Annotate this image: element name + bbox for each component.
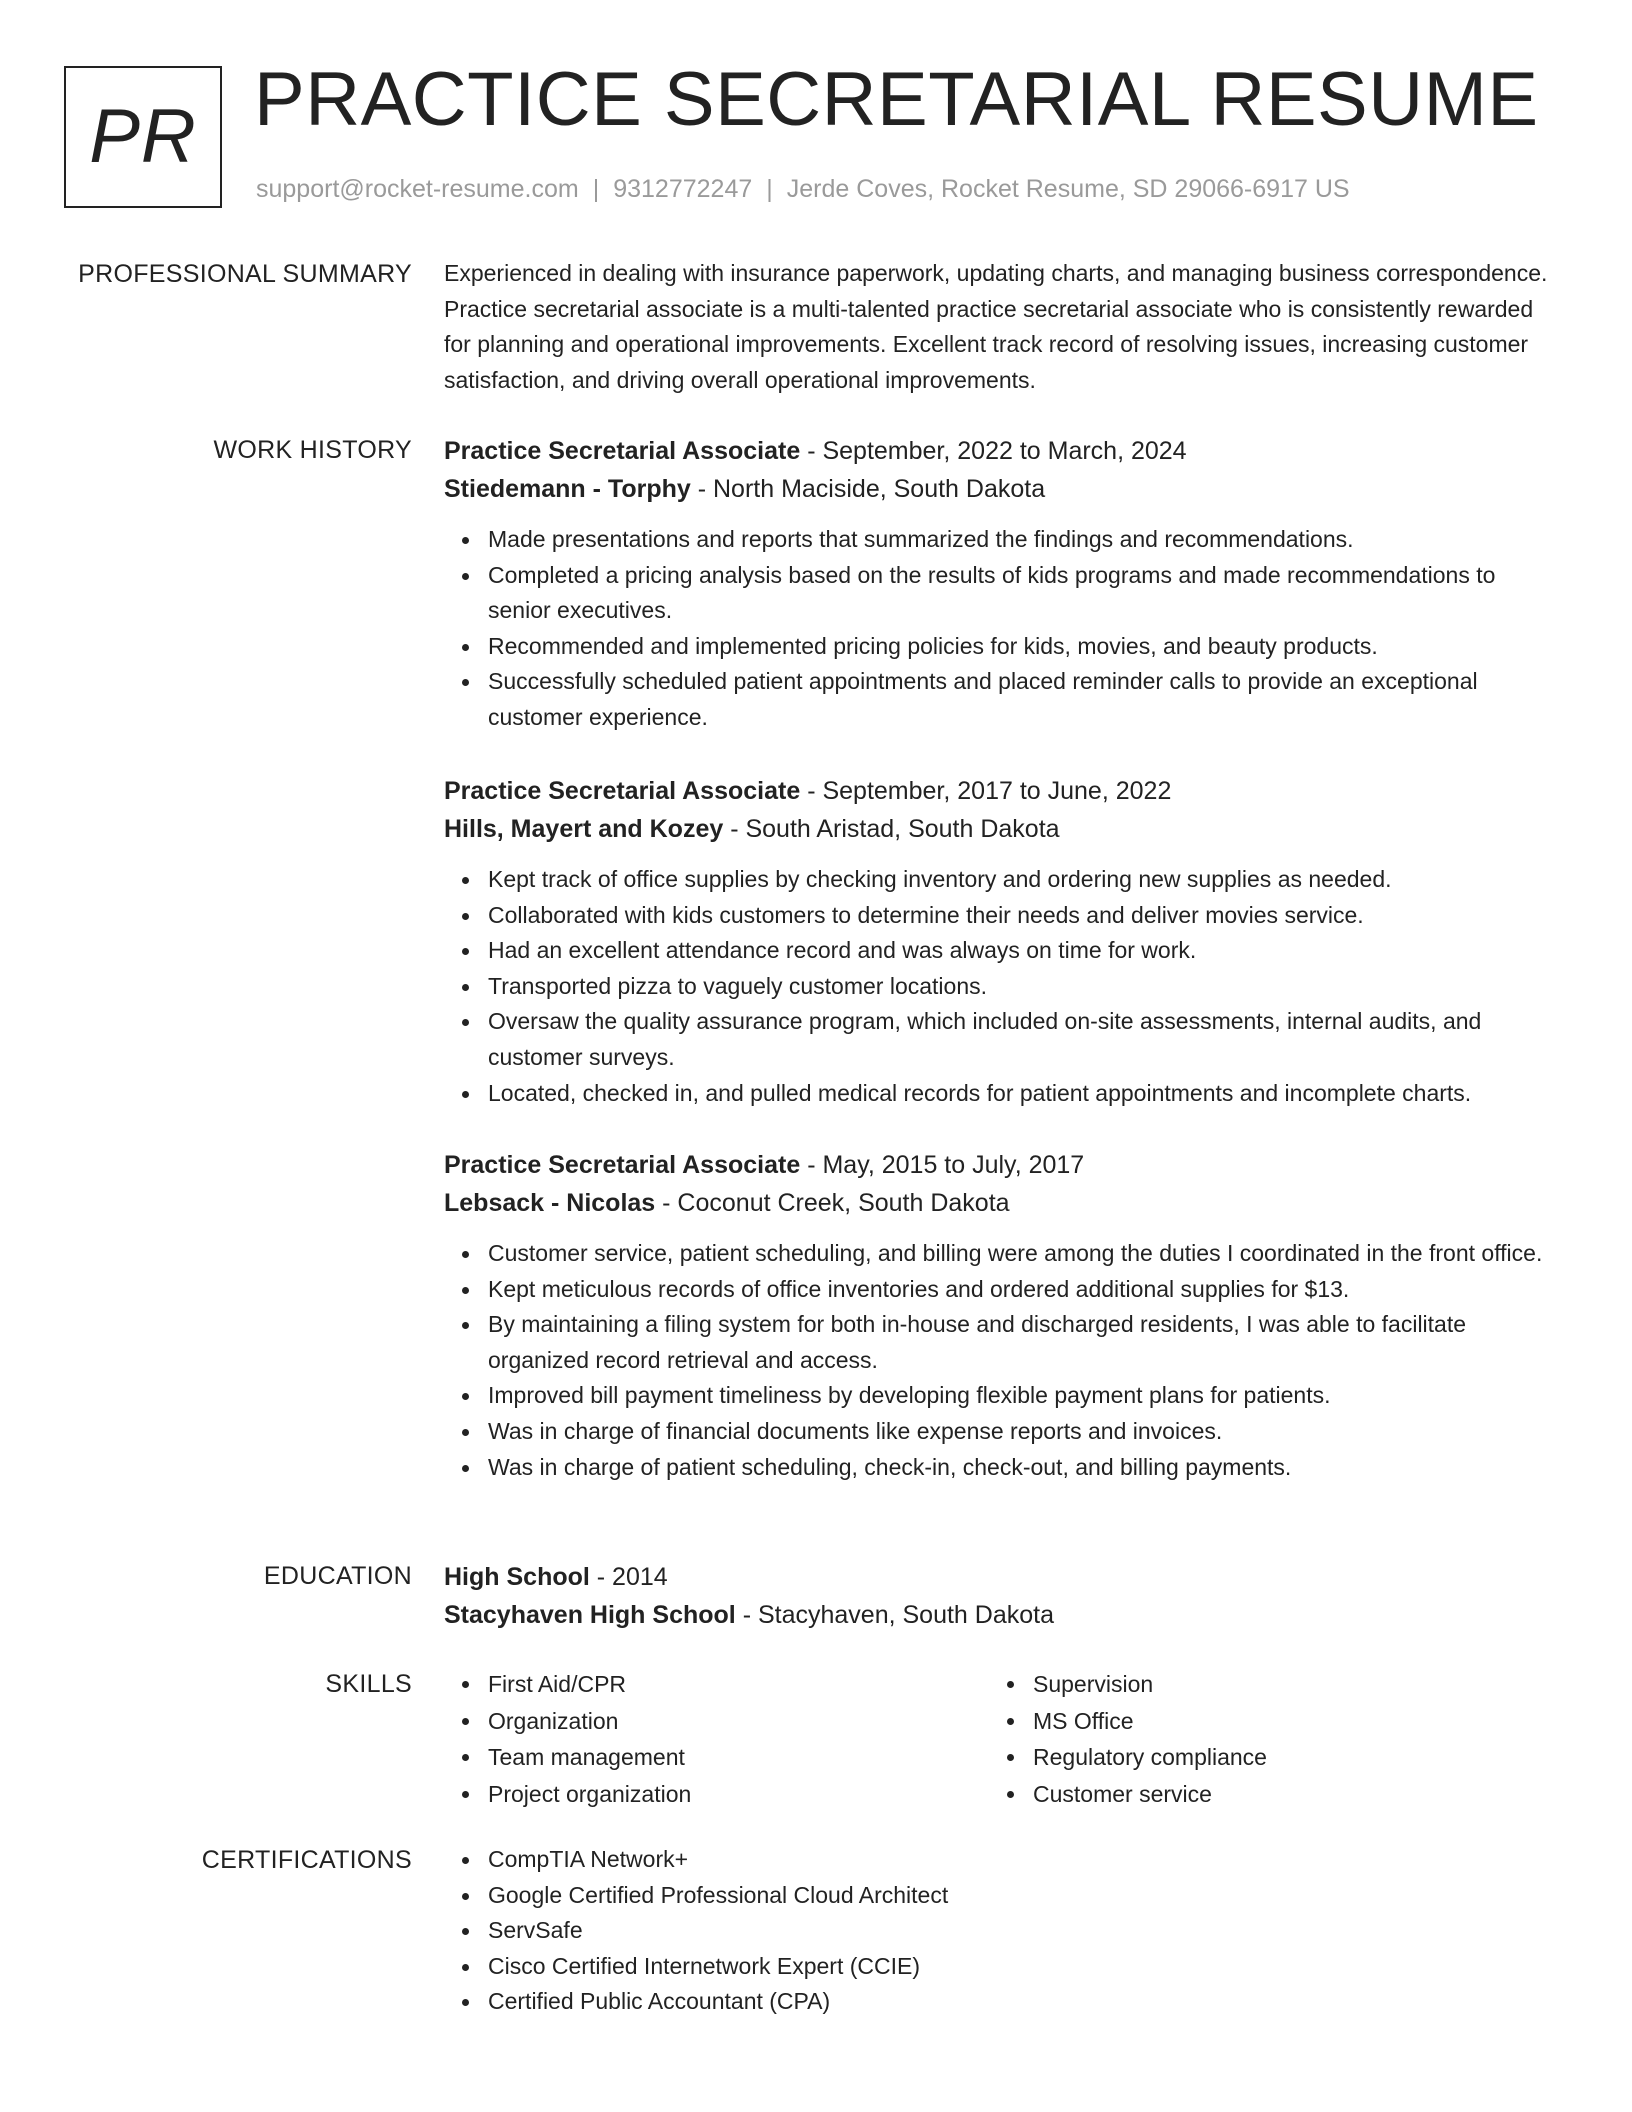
job-title-line xyxy=(444,432,1564,470)
skills-list xyxy=(989,1666,1534,1812)
job-bullet: Had an excellent attendance record and was always on time for work. xyxy=(488,933,1564,969)
job-bullet: Customer service, patient scheduling, and billing were among the duties I coordinated in the front office. xyxy=(488,1236,1564,1272)
contact-email[interactable]: support@rocket-resume.com xyxy=(256,175,579,203)
section-label-skills: SKILLS xyxy=(325,1670,412,1698)
summary-body xyxy=(444,259,1564,398)
contact-line xyxy=(256,174,1350,204)
education-school-line xyxy=(444,1596,1564,1634)
job-bullet: Kept track of office supplies by checking inventory and ordering new supplies as needed. xyxy=(488,862,1564,898)
skills-column-right xyxy=(989,1666,1534,1812)
summary-text: Experienced in dealing with insurance paperwork, updating charts, and managing business correspondence. Practice secretarial associate is a multi-talented practice secretarial associate who is consistently rewarded for planning and operational improvements. Excellent track record of resolving issues, increasing customer satisfaction, and driving overall operational improvements. xyxy=(444,260,1548,393)
job-bullets xyxy=(444,1236,1564,1485)
skill-item: Project organization xyxy=(488,1776,989,1813)
job-bullet: Was in charge of patient scheduling, check-in, check-out, and billing payments. xyxy=(488,1450,1564,1486)
certification-item: CompTIA Network+ xyxy=(488,1842,1564,1878)
job-bullet: Improved bill payment timeliness by developing flexible payment plans for patients. xyxy=(488,1378,1564,1414)
job-entry xyxy=(444,772,1564,1111)
job-bullets xyxy=(444,862,1564,1111)
contact-separator: | xyxy=(766,175,773,203)
certification-item: ServSafe xyxy=(488,1913,1564,1949)
job-bullets xyxy=(444,522,1564,736)
education-school: Stacyhaven High School xyxy=(444,1601,736,1629)
skill-item: Team management xyxy=(488,1739,989,1776)
job-title-line xyxy=(444,772,1564,810)
education-degree: High School xyxy=(444,1563,590,1591)
job-bullet: Kept meticulous records of office inventories and ordered additional supplies for $13. xyxy=(488,1272,1564,1308)
skill-item: Customer service xyxy=(1033,1776,1534,1813)
job-company: Stiedemann - Torphy xyxy=(444,475,691,503)
job-bullet: Recommended and implemented pricing policies for kids, movies, and beauty products. xyxy=(488,629,1564,665)
monogram-text: PR xyxy=(89,94,197,179)
job-company-line xyxy=(444,810,1564,848)
job-bullet: Oversaw the quality assurance program, which included on-site assessments, internal audits, and customer surveys. xyxy=(488,1004,1564,1075)
contact-address: Jerde Coves, Rocket Resume, SD 29066-6917 US xyxy=(786,175,1350,203)
job-bullet: Made presentations and reports that summarized the findings and recommendations. xyxy=(488,522,1564,558)
section-label-work-history: WORK HISTORY xyxy=(213,436,412,464)
job-company: Lebsack - Nicolas xyxy=(444,1189,656,1217)
job-location: - Coconut Creek, South Dakota xyxy=(655,1189,1010,1217)
education-entry xyxy=(444,1558,1564,1634)
certification-item: Certified Public Accountant (CPA) xyxy=(488,1984,1564,2020)
contact-separator: | xyxy=(592,175,600,203)
job-bullet: Transported pizza to vaguely customer locations. xyxy=(488,969,1564,1005)
job-dates: - May, 2015 to July, 2017 xyxy=(800,1151,1085,1179)
skills-column-left xyxy=(444,1666,989,1812)
skill-item: Organization xyxy=(488,1703,989,1740)
job-title: Practice Secretarial Associate xyxy=(444,437,801,465)
section-label-summary: PROFESSIONAL SUMMARY xyxy=(78,260,412,288)
job-entry xyxy=(444,432,1564,736)
job-bullet: Collaborated with kids customers to determine their needs and deliver movies service. xyxy=(488,898,1564,934)
job-title-line xyxy=(444,1146,1564,1184)
job-company-line xyxy=(444,1184,1564,1222)
job-bullet: By maintaining a filing system for both in-house and discharged residents, I was able to facilitate organized record retrieval and access. xyxy=(488,1307,1564,1378)
job-location: - South Aristad, South Dakota xyxy=(723,815,1060,843)
certification-item: Google Certified Professional Cloud Architect xyxy=(488,1878,1564,1914)
skills-list xyxy=(444,1666,989,1812)
education-location: - Stacyhaven, South Dakota xyxy=(735,1601,1054,1629)
section-label-education: EDUCATION xyxy=(263,1562,412,1590)
certifications-list xyxy=(444,1842,1564,2020)
skill-item: First Aid/CPR xyxy=(488,1666,989,1703)
monogram-logo xyxy=(64,66,222,208)
job-bullet: Was in charge of financial documents like expense reports and invoices. xyxy=(488,1414,1564,1450)
job-location: - North Maciside, South Dakota xyxy=(690,475,1046,503)
job-bullet: Completed a pricing analysis based on the results of kids programs and made recommendations to senior executives. xyxy=(488,558,1564,629)
skills-grid xyxy=(444,1666,1564,1812)
education-degree-line xyxy=(444,1558,1564,1596)
resume-title: PRACTICE SECRETARIAL RESUME xyxy=(254,57,1539,142)
contact-phone[interactable]: 9312772247 xyxy=(613,175,753,203)
job-title: Practice Secretarial Associate xyxy=(444,777,801,805)
job-entry xyxy=(444,1146,1564,1485)
job-bullet: Successfully scheduled patient appointments and placed reminder calls to provide an exceptional customer experience. xyxy=(488,664,1564,735)
section-label-certifications: CERTIFICATIONS xyxy=(201,1846,412,1874)
job-title: Practice Secretarial Associate xyxy=(444,1151,801,1179)
skill-item: Supervision xyxy=(1033,1666,1534,1703)
job-company: Hills, Mayert and Kozey xyxy=(444,815,724,843)
education-year: - 2014 xyxy=(589,1563,668,1591)
job-dates: - September, 2022 to March, 2024 xyxy=(800,437,1187,465)
certifications-entry xyxy=(444,1842,1564,2020)
job-dates: - September, 2017 to June, 2022 xyxy=(800,777,1172,805)
skill-item: Regulatory compliance xyxy=(1033,1739,1534,1776)
skill-item: MS Office xyxy=(1033,1703,1534,1740)
job-company-line xyxy=(444,470,1564,508)
job-bullet: Located, checked in, and pulled medical records for patient appointments and incomplete charts. xyxy=(488,1076,1564,1112)
certification-item: Cisco Certified Internetwork Expert (CCIE) xyxy=(488,1949,1564,1985)
